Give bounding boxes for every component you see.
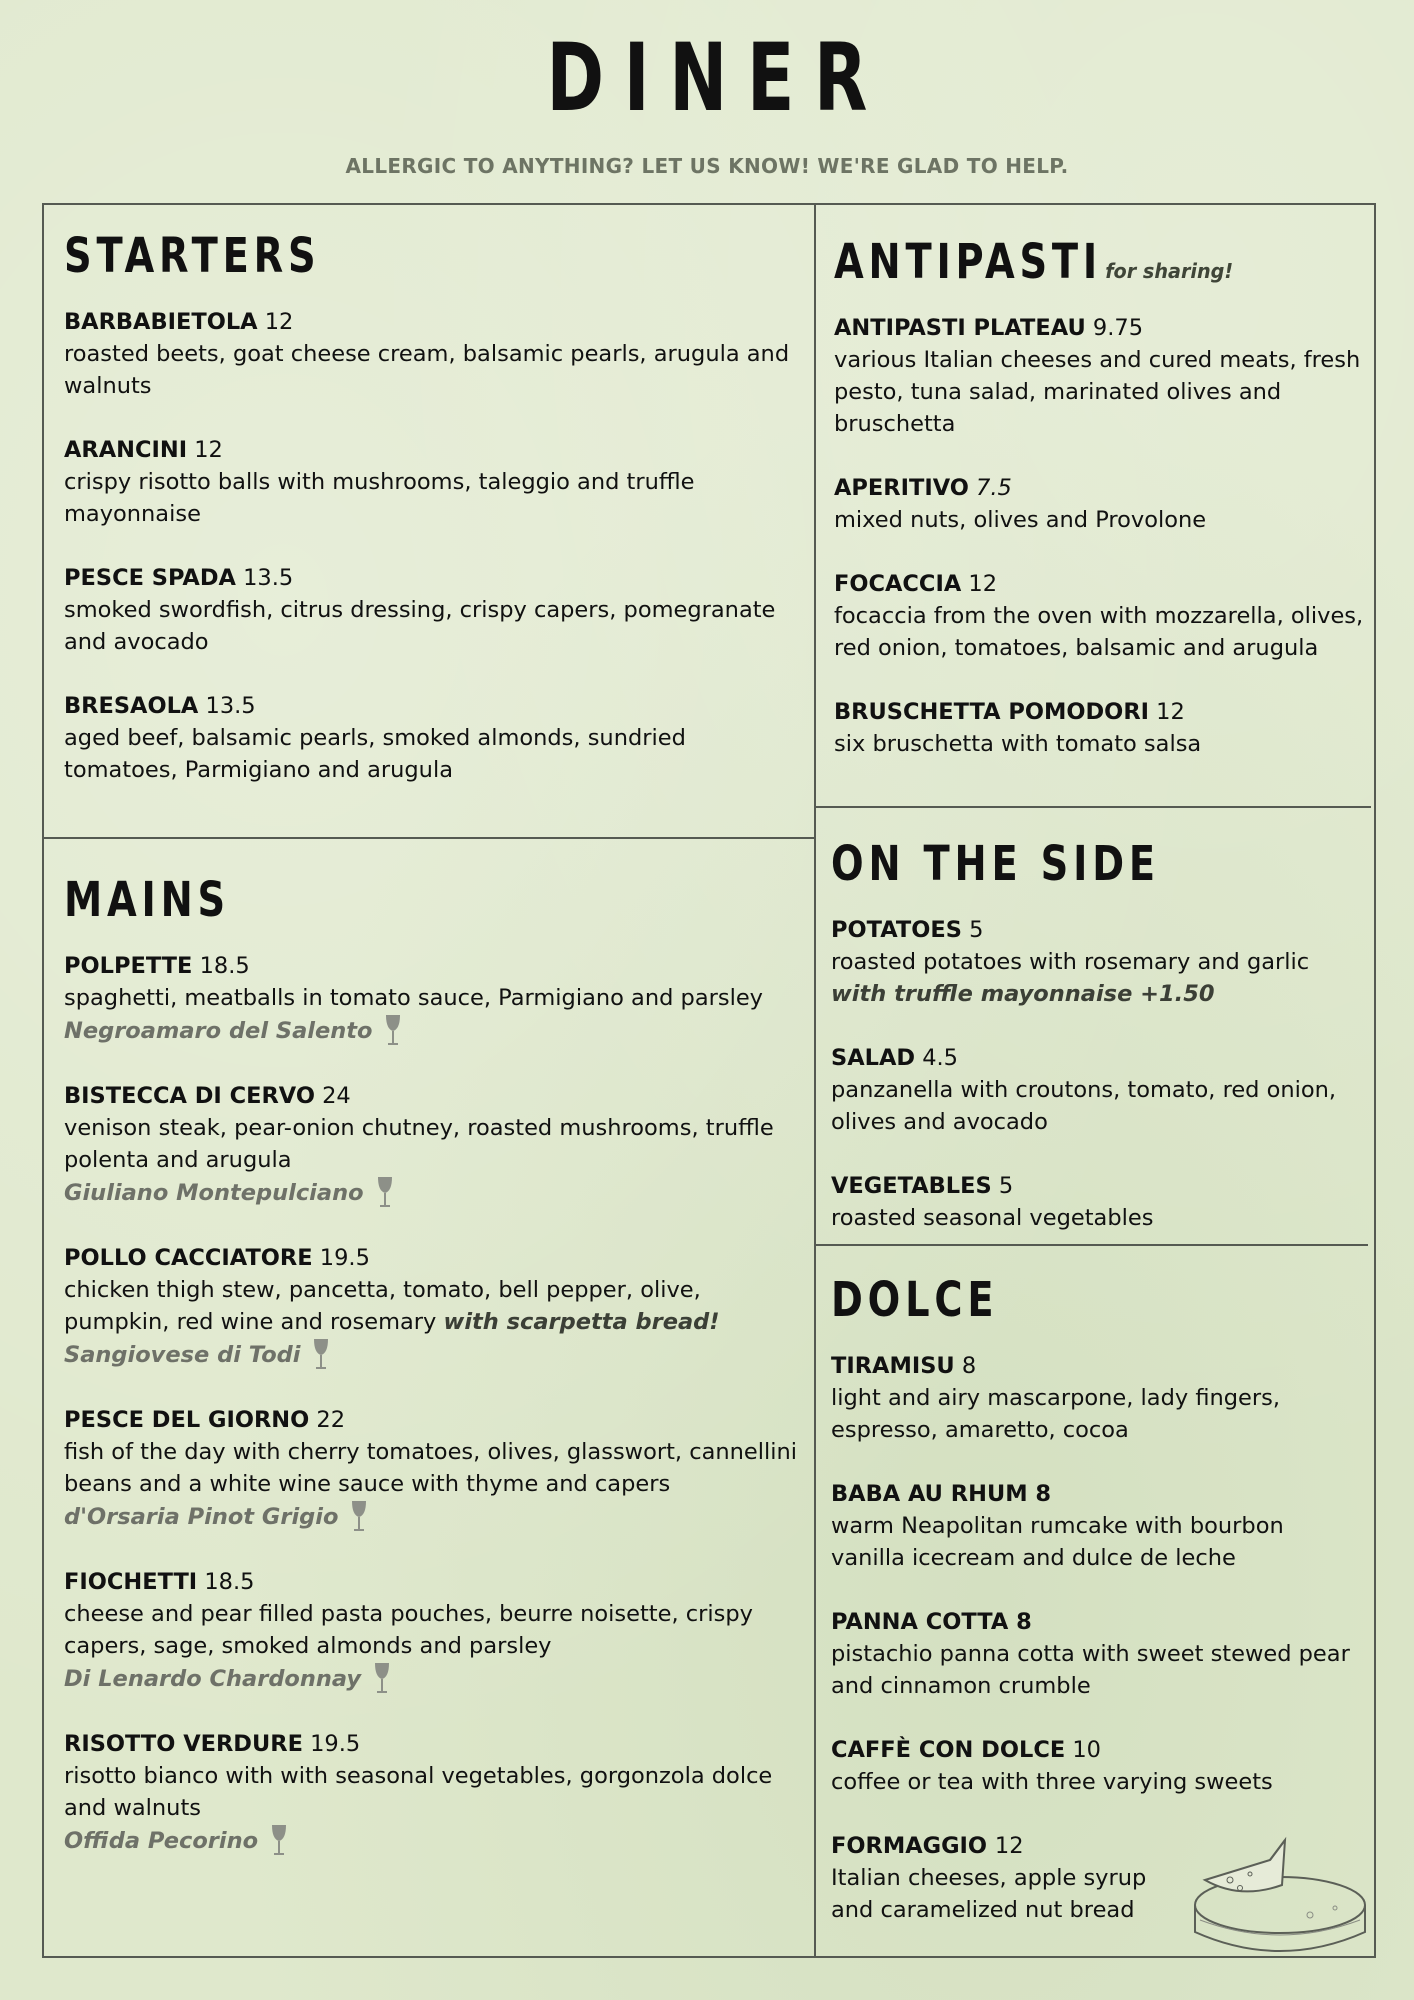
- menu-item: [64, 1080, 804, 1210]
- sides-heading: ON THE SIDE: [831, 836, 1160, 892]
- item-price: 4.5: [922, 1045, 958, 1071]
- item-price: 5: [998, 1173, 1014, 1199]
- item-price: 24: [322, 1083, 351, 1109]
- item-price: 9.75: [1092, 315, 1144, 341]
- antipasti-title: ANTIPASTI: [834, 234, 1103, 290]
- allergy-notice: ALLERGIC TO ANYTHING? LET US KNOW! WE'RE GLAD TO HELP.: [345, 154, 1069, 178]
- item-price: 12: [264, 309, 294, 335]
- wine-pairing: [64, 1338, 804, 1372]
- item-name: BRESAOLA: [64, 693, 199, 719]
- antipasti-section: [834, 234, 1364, 792]
- item-price: 8: [961, 1353, 977, 1379]
- item-name: FIOCHETTI: [64, 1569, 198, 1595]
- item-price: 13.5: [205, 693, 256, 719]
- item-description: light and airy mascarpone, lady fingers, espresso, amaretto, cocoa: [831, 1385, 1281, 1443]
- item-description: chicken thigh stew, pancetta, tomato, bell pepper, olive, pumpkin, red wine and rosemary: [64, 1277, 701, 1335]
- antipasti-side-divider: [815, 806, 1371, 808]
- antipasti-heading: [834, 234, 1258, 290]
- menu-item: [64, 306, 804, 402]
- item-name: POLPETTE: [64, 953, 193, 979]
- item-name: ARANCINI: [64, 437, 188, 463]
- item-price: 12: [194, 437, 223, 463]
- item-description: warm Neapolitan rumcake with bourbon vanilla icecream and dulce de leche: [831, 1513, 1284, 1571]
- wine-name: Giuliano Montepulciano: [64, 1180, 364, 1206]
- item-description: focaccia from the oven with mozzarella, olives, red onion, tomatoes, balsamic and arugula: [834, 603, 1364, 661]
- item-name: POLLO CACCIATORE: [64, 1245, 313, 1271]
- item-extra: with truffle mayonnaise +1.50: [831, 981, 1215, 1007]
- item-description: pistachio panna cotta with sweet stewed pear and cinnamon crumble: [831, 1641, 1350, 1699]
- item-name: POTATOES: [831, 917, 962, 943]
- menu-item: [64, 950, 804, 1048]
- item-name: BABA AU RHUM 8: [831, 1481, 1052, 1507]
- item-name: BISTECCA DI CERVO: [64, 1083, 315, 1109]
- menu-item: [64, 434, 804, 530]
- item-name: ANTIPASTI PLATEAU: [834, 315, 1086, 341]
- menu-item: [831, 1830, 1151, 1926]
- menu-item: [64, 1242, 804, 1372]
- item-name: PANNA COTTA 8: [831, 1609, 1032, 1635]
- item-price: 19.5: [310, 1731, 361, 1757]
- item-price: 12: [968, 571, 998, 597]
- item-price: 7.5: [976, 475, 1012, 501]
- wine-glass-icon: [373, 1662, 391, 1696]
- item-name: RISOTTO VERDURE: [64, 1731, 303, 1757]
- item-description: fish of the day with cherry tomatoes, olives, glasswort, cannellini beans and a white wine sauce with thyme and capers: [64, 1439, 797, 1497]
- item-description: smoked swordfish, citrus dressing, crispy capers, pomegranate and avocado: [64, 597, 776, 655]
- wine-glass-icon: [376, 1176, 394, 1210]
- item-price: 22: [316, 1407, 346, 1433]
- item-description: mixed nuts, olives and Provolone: [834, 507, 1207, 533]
- menu-item: [64, 562, 804, 658]
- menu-item: [834, 568, 1364, 664]
- wine-name: Negroamaro del Salento: [64, 1018, 373, 1044]
- item-price: 12: [994, 1833, 1024, 1859]
- item-price: 10: [1072, 1737, 1101, 1763]
- menu-item: [831, 1734, 1361, 1798]
- item-name: FORMAGGIO: [831, 1833, 995, 1859]
- cheese-wheel-illustration: [1170, 1810, 1370, 1960]
- item-price: 19.5: [319, 1245, 370, 1271]
- mains-heading: MAINS: [64, 872, 231, 928]
- item-name: PESCE DEL GIORNO: [64, 1407, 310, 1433]
- wine-name: Di Lenardo Chardonnay: [64, 1666, 362, 1692]
- item-description: Italian cheeses, apple syrup and caramelized nut bread: [831, 1865, 1147, 1923]
- wine-pairing: [64, 1176, 804, 1210]
- item-name: TIRAMISU: [831, 1353, 955, 1379]
- menu-item: [831, 914, 1361, 1010]
- item-description: roasted seasonal vegetables: [831, 1205, 1154, 1231]
- item-name: BARBABIETOLA: [64, 309, 258, 335]
- item-price: 12: [1156, 699, 1185, 725]
- dolce-heading: DOLCE: [831, 1272, 999, 1328]
- item-description: roasted beets, goat cheese cream, balsamic pearls, arugula and walnuts: [64, 341, 790, 399]
- item-name: SALAD: [831, 1045, 916, 1071]
- item-name: FOCACCIA: [834, 571, 962, 597]
- wine-pairing: [64, 1014, 804, 1048]
- item-description: aged beef, balsamic pearls, smoked almonds, sundried tomatoes, Parmigiano and arugula: [64, 725, 686, 783]
- wine-pairing: [64, 1500, 804, 1534]
- menu-item: [831, 1042, 1361, 1138]
- wine-pairing: [64, 1662, 804, 1696]
- menu-item: [831, 1170, 1361, 1234]
- mains-section: [64, 872, 804, 1890]
- item-description: spaghetti, meatballs in tomato sauce, Parmigiano and parsley: [64, 985, 763, 1011]
- item-extra: with scarpetta bread!: [443, 1309, 720, 1335]
- wine-name: d'Orsaria Pinot Grigio: [64, 1504, 339, 1530]
- menu-item: [64, 1404, 804, 1534]
- item-price: 18.5: [199, 953, 250, 979]
- item-price: 5: [969, 917, 984, 943]
- menu-item: [831, 1478, 1361, 1574]
- item-description: risotto bianco with with seasonal vegetables, gorgonzola dolce and walnuts: [64, 1763, 773, 1821]
- item-description: crispy risotto balls with mushrooms, taleggio and truffle mayonnaise: [64, 469, 695, 527]
- menu-title: DINER: [546, 24, 888, 133]
- starters-section: [64, 228, 804, 818]
- wine-name: Offida Pecorino: [64, 1828, 259, 1854]
- sides-section: [831, 836, 1361, 1266]
- item-name: CAFFÈ CON DOLCE: [831, 1737, 1066, 1763]
- wine-glass-icon: [384, 1014, 402, 1048]
- menu-item: [834, 696, 1364, 760]
- item-name: VEGETABLES: [831, 1173, 992, 1199]
- item-description: cheese and pear filled pasta pouches, beurre noisette, crispy capers, sage, smoked almonds and parsley: [64, 1601, 753, 1659]
- item-description: six bruschetta with tomato salsa: [834, 731, 1202, 757]
- item-description: various Italian cheeses and cured meats, fresh pesto, tuna salad, marinated olives and bruschetta: [834, 347, 1361, 437]
- menu-item: [834, 312, 1364, 440]
- item-description: panzanella with croutons, tomato, red onion, olives and avocado: [831, 1077, 1337, 1135]
- starters-heading: STARTERS: [64, 228, 321, 284]
- item-description: coffee or tea with three varying sweets: [831, 1769, 1273, 1795]
- wine-name: Sangiovese di Todi: [64, 1342, 301, 1368]
- starters-list: [64, 306, 804, 786]
- starters-mains-divider: [43, 837, 815, 839]
- menu-item: [834, 472, 1364, 536]
- wine-glass-icon: [312, 1338, 330, 1372]
- item-name: APERITIVO: [834, 475, 969, 501]
- item-description: venison steak, pear-onion chutney, roasted mushrooms, truffle polenta and arugula: [64, 1115, 774, 1173]
- wine-pairing: [64, 1824, 804, 1858]
- menu-item: [64, 1566, 804, 1696]
- wine-glass-icon: [350, 1500, 368, 1534]
- wine-glass-icon: [270, 1824, 288, 1858]
- column-divider: [814, 204, 816, 1956]
- menu-item: [831, 1606, 1361, 1702]
- item-price: 18.5: [204, 1569, 255, 1595]
- menu-item: [64, 690, 804, 786]
- item-description: roasted potatoes with rosemary and garlic: [831, 949, 1310, 975]
- menu-item: [64, 1728, 804, 1858]
- menu-item: [831, 1350, 1361, 1446]
- item-name: BRUSCHETTA POMODORI: [834, 699, 1150, 725]
- antipasti-note: for sharing!: [1105, 259, 1234, 283]
- item-price: 13.5: [243, 565, 294, 591]
- item-name: PESCE SPADA: [64, 565, 236, 591]
